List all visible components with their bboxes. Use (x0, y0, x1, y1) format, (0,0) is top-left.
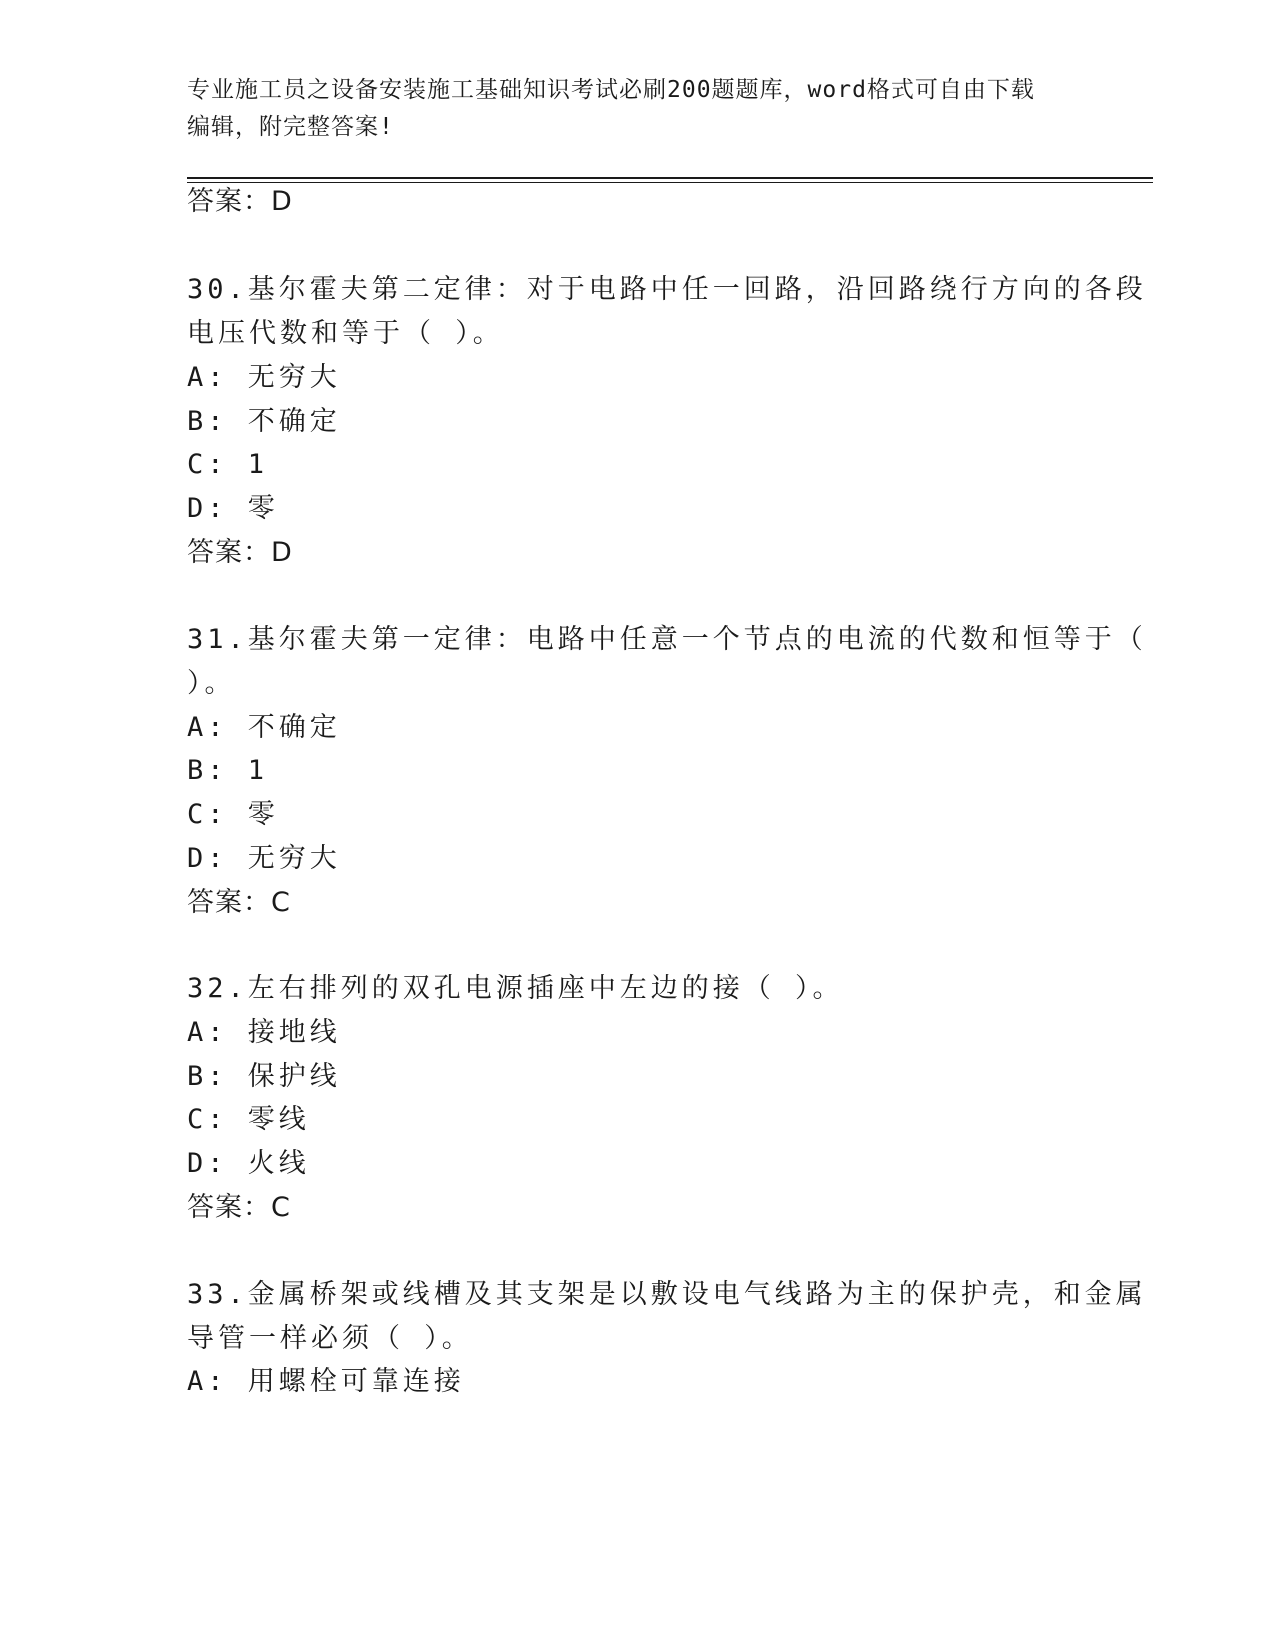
question-31-stem-line-1: 31.基尔霍夫第一定律：电路中任意一个节点的电流的代数和恒等于（ (187, 624, 1147, 655)
question-30-stem-line-2: 电压代数和等于（ ）。 (187, 318, 504, 349)
header-divider-thick (187, 177, 1153, 179)
question-32-stem-line-1: 32.左右排列的双孔电源插座中左边的接（ ）。 (187, 973, 844, 1004)
header-divider-thin (187, 182, 1153, 183)
question-33-option-a: A: 用螺栓可靠连接 (187, 1366, 465, 1397)
question-32-option-a: A: 接地线 (187, 1017, 341, 1048)
question-30-option-b: B: 不确定 (187, 406, 341, 437)
header-title-line-2: 编辑，附完整答案! (187, 114, 394, 140)
question-30-option-d: D: 零 (187, 493, 279, 524)
question-31-stem-line-2: ）。 (187, 668, 236, 699)
header-title-line-1: 专业施工员之设备安装施工基础知识考试必刷200题题库，word格式可自由下载 (187, 77, 1035, 103)
question-30-option-a: A: 无穷大 (187, 362, 341, 393)
question-31-option-b: B: 1 (187, 755, 269, 786)
question-33-stem-line-1: 33.金属桥架或线槽及其支架是以敷设电气线路为主的保护壳，和金属 (187, 1279, 1147, 1310)
question-30-option-c: C: 1 (187, 449, 269, 480)
question-31-option-c: C: 零 (187, 799, 279, 830)
question-31-option-a: A: 不确定 (187, 712, 341, 743)
question-31-answer: 答案：C (187, 887, 291, 918)
answer-prev: 答案：D (187, 186, 293, 217)
question-32-option-d: D: 火线 (187, 1148, 310, 1179)
question-32-answer: 答案：C (187, 1192, 291, 1223)
question-30-answer: 答案：D (187, 537, 293, 568)
question-32-option-b: B: 保护线 (187, 1061, 341, 1092)
question-33-stem-line-2: 导管一样必须（ ）。 (187, 1323, 473, 1354)
question-31-option-d: D: 无穷大 (187, 843, 341, 874)
document-header (187, 72, 1067, 146)
question-30-stem-line-1: 30.基尔霍夫第二定律：对于电路中任一回路，沿回路绕行方向的各段 (187, 274, 1147, 305)
question-32-option-c: C: 零线 (187, 1104, 310, 1135)
